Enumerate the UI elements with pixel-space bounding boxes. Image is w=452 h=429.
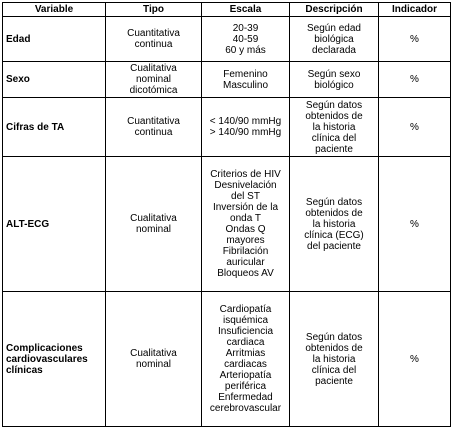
cell-escala-line: del ST <box>231 191 260 203</box>
cell-escala-line: isquémica <box>222 315 269 327</box>
cell-tipo-line: dicotómica <box>129 85 178 97</box>
cell-descripcion-line: paciente <box>315 375 353 387</box>
cell-escala-line: > 140/90 mmHg <box>209 127 282 139</box>
cell-escala <box>202 157 290 292</box>
cell-descripcion-line: clínica del <box>311 132 357 144</box>
cell-variable-line: ALT-ECG <box>6 218 50 230</box>
cell-escala <box>202 292 290 427</box>
header-descripcion: Descripción <box>290 3 379 17</box>
cell-tipo <box>106 157 202 292</box>
cell-escala-line: cardiacas <box>224 359 267 371</box>
cell-escala-line: Enfermedad <box>218 392 273 404</box>
cell-escala-line: cerebrovascular <box>209 403 282 415</box>
cell-descripcion-line: declarada <box>312 44 356 56</box>
header-indicador: Indicador <box>379 3 451 17</box>
cell-escala-line: Arteriopatía <box>219 370 272 382</box>
cell-descripcion-line: clínica del <box>311 364 357 376</box>
cell-descripcion-line: la historia <box>312 121 356 133</box>
cell-descripcion-line: obtenidos de <box>305 342 363 354</box>
cell-escala-line: cardiaca <box>226 337 265 349</box>
cell-indicador: % <box>379 292 451 427</box>
cell-indicador: % <box>379 98 451 157</box>
cell-indicador: % <box>379 157 451 292</box>
cell-tipo-line: nominal <box>135 224 172 236</box>
cell-escala-line: Insuficiencia <box>217 326 274 338</box>
header-row <box>3 3 451 17</box>
cell-escala-line: Inversión de la <box>212 202 279 214</box>
cell-descripcion-line: obtenidos de <box>305 110 363 122</box>
table-row <box>3 98 451 157</box>
table-row <box>3 62 451 98</box>
cell-tipo <box>106 17 202 62</box>
cell-variable-line: cardiovasculares <box>6 353 88 365</box>
cell-descripcion <box>290 292 379 427</box>
header-escala: Escala <box>202 3 290 17</box>
cell-tipo <box>106 292 202 427</box>
cell-tipo-line: nominal <box>135 359 172 371</box>
cell-descripcion <box>290 157 379 292</box>
cell-escala-line: Desnivelación <box>214 180 277 192</box>
cell-tipo-line: continua <box>134 39 173 51</box>
cell-tipo <box>106 98 202 157</box>
cell-indicador: % <box>379 17 451 62</box>
cell-tipo-line: Cuantitativa <box>127 116 180 128</box>
cell-escala-line: 40-59 <box>232 33 259 45</box>
cell-descripcion-line: la historia <box>312 218 356 230</box>
table-body <box>3 17 451 427</box>
cell-variable-line: Complicaciones <box>6 342 83 354</box>
cell-descripcion-line: Según datos <box>305 196 363 208</box>
cell-escala-line: 20-39 <box>232 22 259 34</box>
table-row <box>3 292 451 427</box>
cell-descripcion-line: clínica (ECG) <box>304 229 364 241</box>
cell-variable-line: Sexo <box>6 74 30 86</box>
cell-indicador: % <box>379 62 451 98</box>
cell-tipo-line: Cualitativa <box>130 348 177 360</box>
cell-descripcion-line: la historia <box>312 353 356 365</box>
cell-escala-line: 60 y más <box>225 44 266 56</box>
cell-escala-line: Cardiopatía <box>219 304 272 316</box>
cell-tipo <box>106 62 202 98</box>
cell-escala-line: Femenino <box>223 68 268 80</box>
cell-tipo-line: Cualitativa <box>130 63 177 75</box>
cell-descripcion-line: del paciente <box>307 240 361 252</box>
cell-descripcion <box>290 98 379 157</box>
cell-descripcion-line: biológica <box>314 33 354 45</box>
cell-descripcion-line: Según sexo <box>307 68 361 80</box>
cell-tipo-line: continua <box>134 127 173 139</box>
header-variable: Variable <box>3 3 106 17</box>
cell-escala-line: onda T <box>230 213 261 225</box>
table-row <box>3 17 451 62</box>
cell-escala-line: periférica <box>224 381 267 393</box>
cell-variable <box>3 17 106 62</box>
cell-descripcion-line: Según edad <box>307 22 361 34</box>
cell-variable <box>3 157 106 292</box>
cell-escala-line: mayores <box>226 235 265 247</box>
cell-descripcion <box>290 62 379 98</box>
cell-tipo-line: Cualitativa <box>130 213 177 225</box>
cell-variable <box>3 98 106 157</box>
cell-variable <box>3 292 106 427</box>
cell-descripcion <box>290 17 379 62</box>
cell-escala-line: Bloqueos AV <box>217 268 274 280</box>
cell-tipo-line: nominal <box>135 74 172 86</box>
cell-escala-line: auricular <box>226 257 265 269</box>
cell-escala-line: < 140/90 mmHg <box>209 116 282 128</box>
cell-descripcion-line: biológico <box>314 79 354 91</box>
cell-variable-line: Edad <box>6 33 31 45</box>
cell-tipo-line: Cuantitativa <box>127 28 180 40</box>
cell-escala <box>202 98 290 157</box>
cell-descripcion-line: obtenidos de <box>305 207 363 219</box>
cell-escala-line: Masculino <box>222 79 269 91</box>
cell-escala <box>202 62 290 98</box>
cell-descripcion-line: paciente <box>315 143 353 155</box>
cell-escala-line: Fibrilación <box>222 246 269 258</box>
header-tipo: Tipo <box>106 3 202 17</box>
table-row <box>3 157 451 292</box>
cell-variable <box>3 62 106 98</box>
cell-descripcion-line: Según datos <box>305 331 363 343</box>
cell-escala <box>202 17 290 62</box>
cell-descripcion-line: Según datos <box>305 99 363 111</box>
cell-escala-line: Arritmias <box>225 348 266 360</box>
cell-escala-line: Criterios de HIV <box>210 169 281 181</box>
cell-variable-line: Cifras de TA <box>6 121 65 133</box>
cell-escala-line: Ondas Q <box>225 224 266 236</box>
variables-table <box>2 2 451 427</box>
cell-variable-line: clínicas <box>6 364 43 376</box>
